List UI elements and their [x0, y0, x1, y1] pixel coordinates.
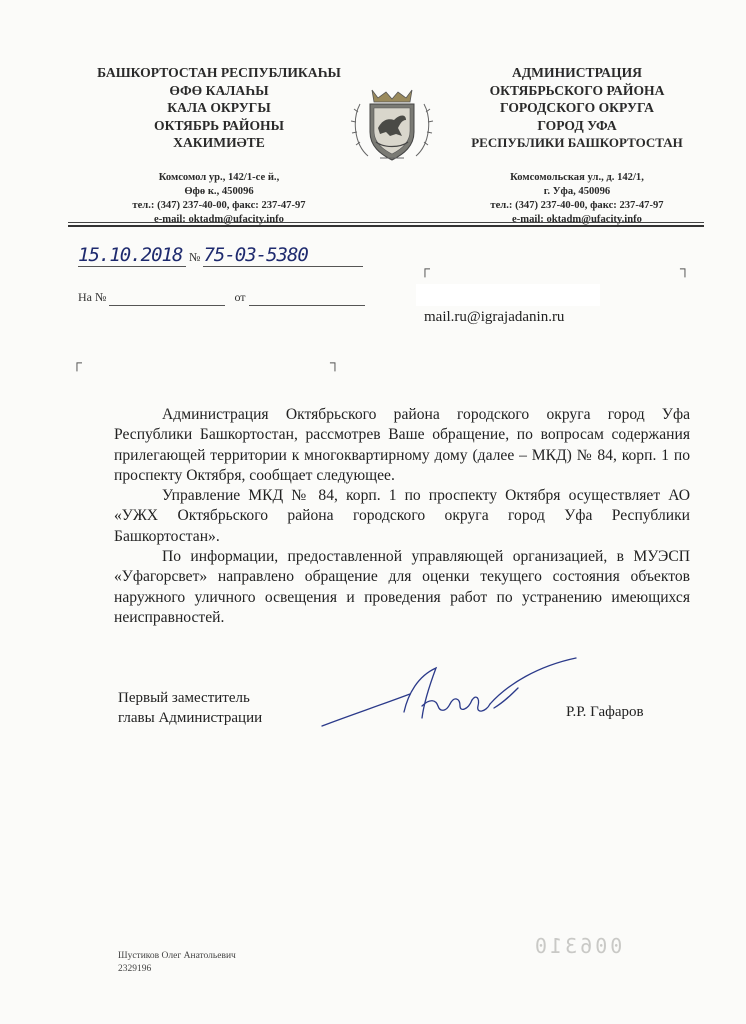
addressee-email: mail.ru@igrajadanin.ru	[424, 309, 565, 325]
header-right-address	[448, 171, 706, 228]
outgoing-number-line	[78, 244, 368, 267]
outgoing-date: 15.10.2018	[78, 244, 186, 267]
header-right-line: ГОРОДСКОГО ОКРУГА	[500, 100, 654, 115]
address-line: Комсомол ур., 142/1-се й.,	[158, 171, 280, 183]
signatory-title-line1: Первый заместитель	[118, 690, 250, 706]
header-right-line: РЕСПУБЛИКИ БАШКОРТОСТАН	[471, 135, 683, 150]
header-right-line: АДМИНИСТРАЦИЯ	[512, 65, 642, 80]
coat-of-arms-icon	[350, 84, 434, 166]
signatory-title	[118, 688, 262, 728]
subject-corner-tr: ┐	[330, 356, 340, 371]
address-line: e-mail: oktadm@ufacity.info	[154, 214, 284, 226]
reference-line	[78, 290, 365, 306]
address-line: тел.: (347) 237-40-00, факс: 237-47-97	[490, 200, 664, 212]
outgoing-number: 75-03-5380	[203, 244, 363, 267]
address-corner-tr: ┐	[680, 262, 690, 277]
header-right-line: ОКТЯБРЬСКОГО РАЙОНА	[489, 82, 665, 98]
header-left-line: КАЛА ОКРУГЫ	[167, 100, 271, 115]
signatory-title-line2: главы Администрации	[118, 710, 263, 726]
address-corner-tl: ┌	[420, 262, 430, 277]
handwritten-signature	[318, 654, 582, 732]
letter-body	[114, 405, 690, 628]
address-line: Өфө к., 450096	[184, 185, 254, 197]
header-left-line: ӨФӨ КАЛАҺЫ	[169, 82, 269, 98]
reference-number-blank	[109, 290, 225, 306]
executor-block	[118, 950, 236, 976]
redacted-area	[416, 284, 600, 306]
header-right-block	[448, 64, 706, 228]
address-line: г. Уфа, 450096	[543, 185, 611, 197]
header-left-line: ХАКИМИӘТЕ	[173, 135, 265, 150]
header-left-line: БАШКОРТОСТАН РЕСПУБЛИКАҺЫ	[97, 65, 341, 80]
body-paragraph: Управление МКД № 84, корп. 1 по проспекту Октября осуществляет АО «УЖХ Октябрьского района городского округа город Уфа Республики Башкортостан».	[114, 487, 690, 545]
executor-phone: 2329196	[118, 964, 152, 974]
address-line: e-mail: oktadm@ufacity.info	[512, 214, 642, 226]
signatory-name: Р.Р. Гафаров	[566, 704, 644, 720]
address-line: Комсомольская ул., д. 142/1,	[510, 171, 644, 183]
reference-date-blank	[249, 290, 365, 306]
subject-corner-tl: ┌	[72, 356, 82, 371]
body-paragraph: Администрация Октябрьского района городского округа город Уфа Республики Башкортостан, рассмотрев Ваше обращение, по вопросам содержания прилегающей территории к многоквартирному дому (далее – МКД) № 84, корп. 1 по проспекту Октября, сообщает следующее.	[114, 406, 690, 484]
address-line: тел.: (347) 237-40-00, факс: 237-47-97	[132, 200, 306, 212]
header-divider-thick	[68, 225, 704, 227]
header-right-line: ГОРОД УФА	[537, 117, 617, 133]
form-serial-number: 006310	[532, 934, 623, 958]
header-divider	[68, 222, 704, 223]
header-left-line: ОКТЯБРЬ РАЙОНЫ	[154, 117, 284, 133]
number-label: №	[189, 250, 201, 264]
executor-name: Шустиков Олег Анатольевич	[118, 951, 236, 961]
na-label: На №	[78, 290, 107, 304]
ot-label: от	[234, 290, 246, 304]
header-left-address	[74, 171, 364, 228]
header-left-block	[74, 64, 364, 228]
body-paragraph: По информации, предоставленной управляющей организацией, в МУЭСП «Уфагорсвет» направлено обращение для оценки текущего состояния объектов наружного уличного освещения и проведения работ по устранению имеющихся неисправностей.	[114, 548, 690, 626]
